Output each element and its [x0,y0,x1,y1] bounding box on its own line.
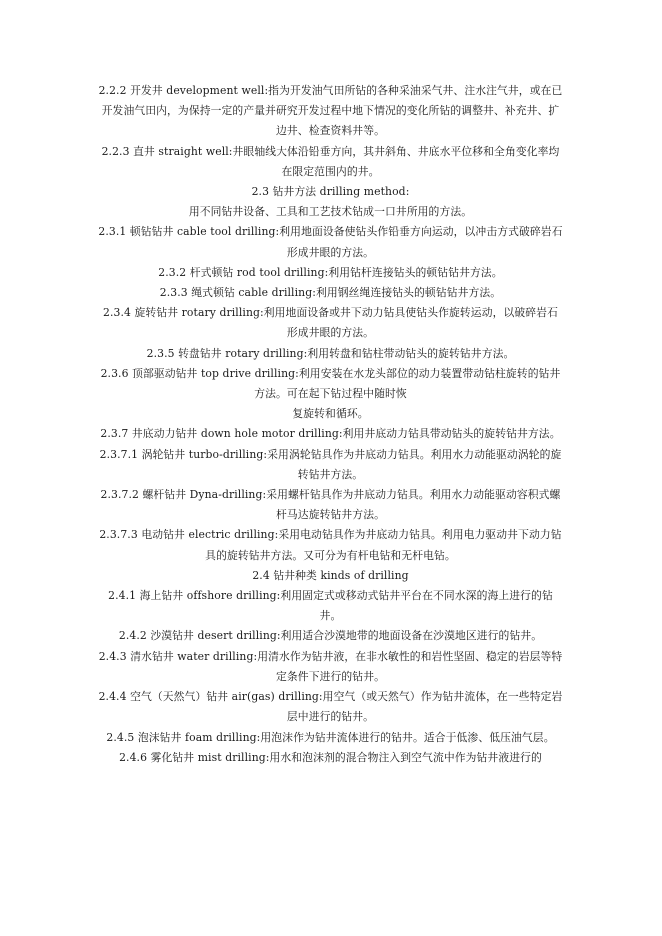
paragraph-2-4-6: 2.4.6 雾化钻井 mist drilling:用水和泡沫剂的混合物注入到空气流中作为钻井液进行的 [119,750,542,764]
paragraph-2-3-1: 2.3.1 顿钻钻井 cable tool drilling:利用地面设备使钻头作铅垂方向运动，以冲击方式破碎岩石形成井眼的方法。 [98,225,563,259]
section-2-3-definition: 用不同钻井设备、工具和工艺技术钻成一口井所用的方法。 [188,205,473,219]
paragraph-2-3-6-continued: 复旋转和循环。 [292,407,369,421]
paragraph-2-3-5: 2.3.5 转盘钻井 rotary drilling:利用转盘和钻柱带动钻头的旋转钻井方法。 [146,346,515,360]
paragraph-2-4-2: 2.4.2 沙漠钻井 desert drilling:利用适合沙漠地带的地面设备在沙漠地区进行的钻井。 [118,629,543,643]
paragraph-2-3-2: 2.3.2 杆式顿钻 rod tool drilling:利用钻杆连接钻头的顿钻钻井方法。 [158,265,503,279]
paragraph-2-4-3: 2.4.3 清水钻井 water drilling:用清水作为钻井液，在非水敏性的和岩性坚固、稳定的岩层等特定条件下进行的钻井。 [98,649,563,683]
section-heading-2-4: 2.4 钻井种类 kinds of drilling [252,568,409,582]
document-page [98,81,563,768]
paragraph-2-3-3: 2.3.3 绳式顿钻 cable drilling:利用钢丝绳连接钻头的顿钻钻井方法。 [159,286,502,300]
paragraph-2-3-6: 2.3.6 顶部驱动钻井 top drive drilling:利用安装在水龙头部位的动力装置带动钻柱旋转的钻井方法。可在起下钻过程中随时恢 [100,366,561,401]
paragraph-2-3-7-3: 2.3.7.3 电动钻井 electric drilling:采用电动钻具作为井底动力钻具。利用电力驱动井下动力钻具的旋转钻井方法。又可分为有杆电钻和无杆电钻。 [99,528,562,562]
section-heading-2-3: 2.3 钻井方法 drilling method: [251,185,410,199]
paragraph-2-3-7-2: 2.3.7.2 螺杆钻井 Dyna-drilling:采用螺杆钻具作为井底动力钻具。利用水力动能驱动容积式螺杆马达旋转钻井方法。 [100,488,561,522]
paragraph-2-3-7: 2.3.7 井底动力钻井 down hole motor drilling:利用井底动力钻具带动钻头的旋转钻井方法。 [100,427,561,441]
paragraph-2-4-4: 2.4.4 空气（天然气）钻井 air(gas) drilling:用空气（或天然气）作为钻井流体，在一些特定岩层中进行的钻井。 [98,690,563,724]
paragraph-2-2-3: 2.2.3 直井 straight well:井眼轴线大体沿铅垂方向，其井斜角、井底水平位移和全角变化率均在限定范围内的井。 [101,144,560,178]
paragraph-2-4-5: 2.4.5 泡沫钻井 foam drilling:用泡沫作为钻井流体进行的钻井。适合于低渗、低压油气层。 [106,730,555,744]
paragraph-2-3-4: 2.3.4 旋转钻井 rotary drilling:利用地面设备或井下动力钻具使钻头作旋转运动，以破碎岩石形成井眼的方法。 [103,306,558,340]
paragraph-2-3-7-1: 2.3.7.1 涡轮钻井 turbo-drilling:采用涡轮钻具作为井底动力钻具。利用水力动能驱动涡轮的旋转钻井方法。 [99,447,562,481]
paragraph-2-2-2: 2.2.2 开发井 development well:指为开发油气田所钻的各种采油采气井、注水注气井，或在已开发油气田内，为保持一定的产量并研究开发过程中地下情况的变化所钻的调整井、补充井、扩边井、检查资料井等。 [98,84,563,138]
paragraph-2-4-1: 2.4.1 海上钻井 offshore drilling:利用固定式或移动式钻井平台在不同水深的海上进行的钻井。 [108,589,553,623]
